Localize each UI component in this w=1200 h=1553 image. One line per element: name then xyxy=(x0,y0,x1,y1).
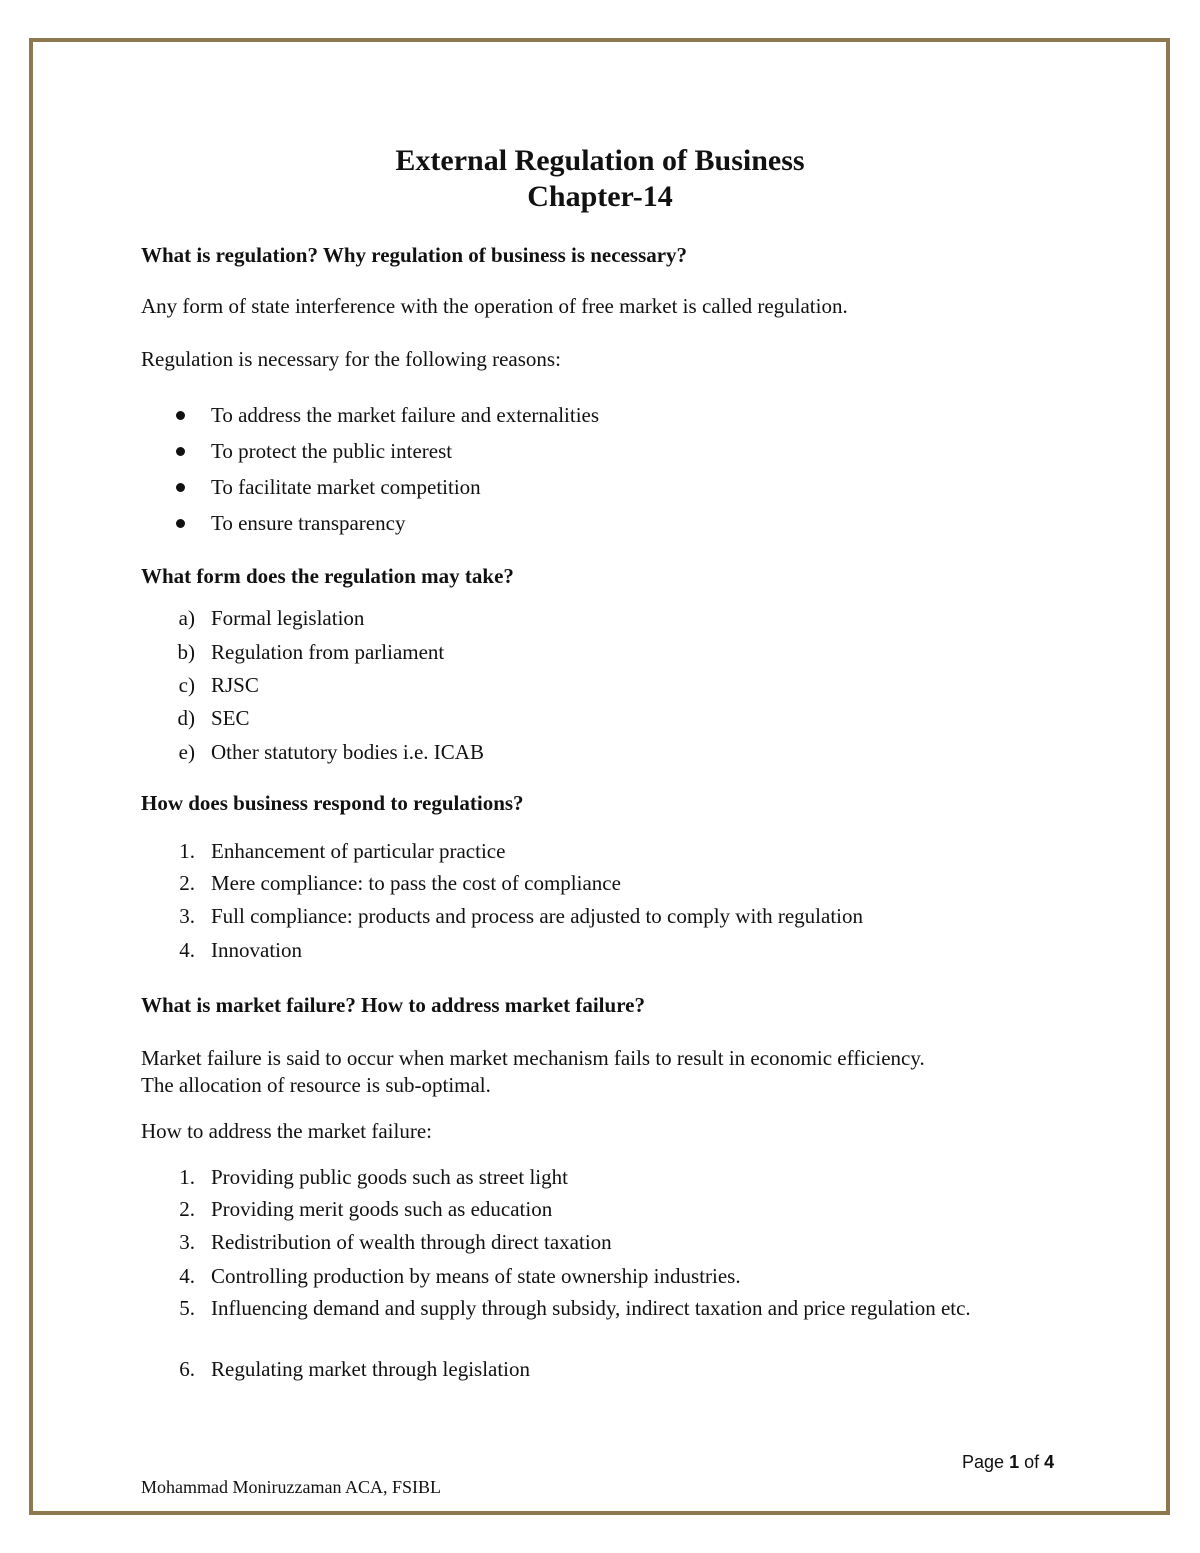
list-marker: 1. xyxy=(179,1165,195,1189)
section-heading-market-failure: What is market failure? How to address market failure? xyxy=(141,993,645,1017)
section-heading-regulation: What is regulation? Why regulation of business is necessary? xyxy=(141,243,688,267)
regulation-definition: Any form of state interference with the operation of free market is called regulation. xyxy=(141,294,848,318)
list-marker: 3. xyxy=(179,904,195,928)
list-marker: 1. xyxy=(179,839,195,863)
document-title: External Regulation of Business xyxy=(395,144,805,177)
list-marker: 5. xyxy=(179,1296,195,1320)
list-marker: 6. xyxy=(179,1357,195,1381)
bullet-icon xyxy=(176,411,185,420)
list-marker: d) xyxy=(177,706,195,730)
reasons-intro: Regulation is necessary for the following reasons: xyxy=(141,347,561,371)
bullet-icon xyxy=(176,447,185,456)
list-marker: a) xyxy=(178,606,195,630)
list-marker: 3. xyxy=(179,1230,195,1254)
list-marker: 4. xyxy=(179,938,195,962)
list-marker: e) xyxy=(178,740,195,764)
list-marker: 2. xyxy=(179,871,195,895)
list-marker: 4. xyxy=(179,1264,195,1288)
list-marker: 2. xyxy=(179,1197,195,1221)
footer-author: Mohammad Moniruzzaman ACA, FSIBL xyxy=(141,1477,441,1497)
market-failure-definition-cont: The allocation of resource is sub-optimal. xyxy=(141,1073,491,1097)
section-heading-forms: What form does the regulation may take? xyxy=(141,564,514,588)
list-marker: b) xyxy=(177,640,195,664)
chapter-title: Chapter-14 xyxy=(527,180,673,213)
list-marker: c) xyxy=(178,673,195,697)
bullet-icon xyxy=(176,483,185,492)
section-heading-response: How does business respond to regulations? xyxy=(141,791,524,815)
address-intro: How to address the market failure: xyxy=(141,1119,432,1143)
market-failure-definition: Market failure is said to occur when market mechanism fails to result in economic efficiency. xyxy=(141,1046,925,1070)
bullet-icon xyxy=(176,519,185,528)
page-number: Page 1 of 4 xyxy=(962,1452,1055,1472)
